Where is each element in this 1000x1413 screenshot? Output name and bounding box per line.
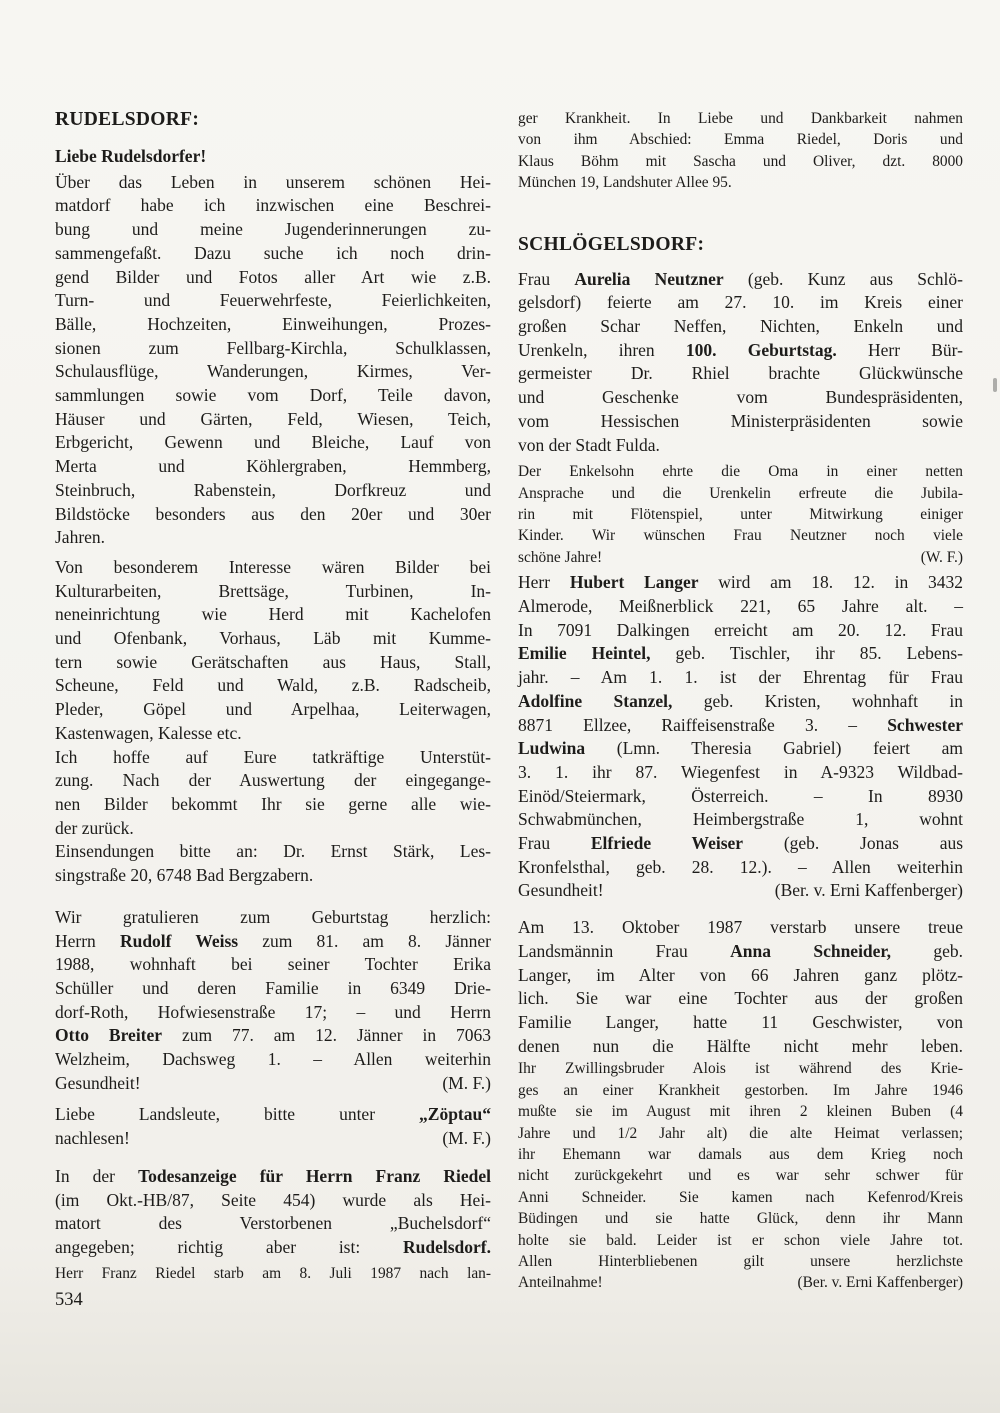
text-line: München 19, Landshuter Allee 95. <box>518 174 732 192</box>
text-line: Allen Hinterbliebenen gilt unsere herzlichste <box>518 1253 963 1270</box>
text-line: 1988, wohnhaft bei seiner Tochter Erika <box>55 954 491 975</box>
text-line: Erbgericht, Gewenn und Bleiche, Lauf von <box>55 432 491 453</box>
text-line <box>55 1165 491 1189</box>
text-line: germeister Dr. Rhiel brachte Glückwünsche <box>518 363 963 384</box>
paragraph <box>55 145 491 169</box>
bold-text: Rudolf Weiss <box>119 930 239 951</box>
paragraph <box>55 556 491 746</box>
text-line: (im Okt.-HB/87, Seite 454) wurde als Hei- <box>55 1189 491 1210</box>
text-line: Von besonderem Interesse wären Bilder bei <box>55 556 491 577</box>
text-line: Steinbruch, Rabenstein, Dorfkreuz und <box>55 479 491 500</box>
plain-text: geb. Tischler, ihr 85. Lebens- <box>650 643 963 664</box>
paragraph <box>55 746 491 841</box>
plain-text: Frau <box>518 268 575 289</box>
text-line: Kastenwagen, Kalesse etc. <box>55 722 242 743</box>
text-line: rin mit Flötenspiel, unter Mitwirkung einiger <box>518 506 963 524</box>
text-line <box>55 1072 491 1096</box>
plain-text: (geb. Kunz aus Schlö- <box>723 268 963 289</box>
bold-text: Ludwina <box>518 738 586 759</box>
plain-text: geb. Kristen, wohnhaft in <box>672 690 963 711</box>
text-line: Almerode, Meißnerblick 221, 65 Jahre alt. – <box>518 595 963 616</box>
text-line: Ansprache und die Urenkelin erfreute die Jubila- <box>518 484 963 502</box>
text-line: tern sowie Gerätschaften aus Haus, Stall, <box>55 651 491 672</box>
text-line: Ich hoffe auf Eure tatkräftige Unterstüt- <box>55 746 491 767</box>
text-line: singstraße 20, 6748 Bad Bergzabern. <box>55 865 314 886</box>
text-line: nicht zurückgekehrt und es war sehr schwer für <box>518 1167 963 1185</box>
paragraph <box>55 171 491 550</box>
paragraph <box>518 571 963 903</box>
section-heading: SCHLÖGELSDORF: <box>518 233 705 255</box>
text-line: ger Krankheit. In Liebe und Dankbarkeit nahmen <box>518 110 963 127</box>
plain-text: (geb. Jonas aus <box>743 833 964 854</box>
text-line: denen nun die Hälfte nicht mehr leben. <box>518 1035 963 1056</box>
line-text-right: (M. F.) <box>442 1128 491 1149</box>
text-line: Bälle, Hochzeiten, Einweihungen, Prozes- <box>55 313 491 334</box>
text-line: Schwabmünchen, Heimbergstraße 1, wohnt <box>518 809 963 830</box>
bold-text: Todesanzeige für Herrn Franz Riedel <box>138 1165 491 1186</box>
plain-text: zum 81. am 8. Jänner <box>238 930 491 951</box>
text-line: lich. Sie war eine Tochter aus der großen <box>518 988 963 1009</box>
text-line: Wir gratulieren zum Geburtstag herzlich: <box>55 906 491 927</box>
text-line: Kronfelsthal, geb. 28. 12.). – Allen weiterhin <box>518 856 963 877</box>
text-line <box>518 1272 963 1293</box>
paragraph <box>518 108 963 194</box>
text-line: und Ofenbank, Vorhaus, Läb mit Kumme- <box>55 628 491 649</box>
text-line: Klaus Böhm mit Sascha und Oliver, dzt. 8000 <box>518 152 963 170</box>
text-line: Häuser und Gärten, Feld, Wiesen, Teich, <box>55 408 491 429</box>
text-line <box>55 1103 491 1127</box>
line-text-right: (Ber. v. Erni Kaffenberger) <box>774 880 963 901</box>
text-line <box>518 642 963 666</box>
plain-text: In der <box>55 1165 139 1186</box>
bold-text: Adolfine Stanzel, <box>518 690 673 711</box>
text-line: Schüller und deren Familie in 6349 Drie- <box>55 977 491 998</box>
plain-text: Liebe Landsleute, bitte unter <box>55 1104 420 1125</box>
text-line <box>518 940 963 964</box>
bold-text: Rudelsdorf. <box>403 1236 491 1257</box>
bold-text: Emilie Heintel, <box>518 643 651 664</box>
line-text-left: Gesundheit! <box>518 880 604 901</box>
text-line <box>55 930 491 954</box>
text-line <box>518 339 963 363</box>
bold-text: 100. Geburtstag. <box>685 339 837 360</box>
text-line: Am 13. Oktober 1987 verstarb unsere treue <box>518 917 963 938</box>
text-line: vom Hessischen Ministerpräsidenten sowie <box>518 410 963 431</box>
paragraph <box>518 268 963 458</box>
text-line: Der Enkelsohn ehrte die Oma in einer netten <box>518 463 963 481</box>
text-line: von der Stadt Fulda. <box>518 434 660 455</box>
text-line: Bildstöcke besonders aus den 20er und 30er <box>55 503 491 524</box>
paragraph <box>55 1103 491 1150</box>
text-line: Über das Leben in unserem schönen Hei- <box>55 171 491 192</box>
line-text-left: nachlesen! <box>55 1128 130 1149</box>
text-line: nen Bilder bekommt Ihr sie gerne alle wie- <box>55 793 491 814</box>
bold-text: Anna Schneider, <box>730 940 891 961</box>
text-line <box>518 690 963 714</box>
text-line: Einöd/Steiermark, Österreich. – In 8930 <box>518 785 963 806</box>
line-text-left: Anteilnahme! <box>518 1274 603 1292</box>
text-line <box>518 268 963 292</box>
text-line: Büdingen und sie hatte Glück, denn ihr Mann <box>518 1210 963 1228</box>
bold-text: Otto Breiter <box>55 1025 163 1046</box>
text-line <box>518 832 963 856</box>
right-column <box>518 108 963 1294</box>
line-text-left: schöne Jahre! <box>518 548 603 566</box>
text-line: gelsdorf) feierte am 27. 10. im Kreis einer <box>518 292 963 313</box>
plain-text: Herr Bür- <box>836 339 963 360</box>
plain-text: 8871 Ellzee, Raiffeisenstraße 3. – <box>518 714 888 735</box>
bold-text: Elfriede Weiser <box>590 833 744 854</box>
bold-text: „Zöptau“ <box>419 1104 491 1125</box>
text-line: gend Bilder und Fotos aller Art wie z.B. <box>55 266 491 287</box>
text-line: sammengefaßt. Dazu suche ich noch drin- <box>55 242 491 263</box>
plain-text: wird am 18. 12. in 3432 <box>698 572 963 593</box>
paragraph <box>518 916 963 1058</box>
text-line: Merta und Köhlergraben, Hemmberg, <box>55 456 491 477</box>
text-line <box>518 714 963 738</box>
text-line: holte sie bald. Leider ist er schon viele Jahre tot. <box>518 1231 963 1249</box>
text-line: Kinder. Wir wünschen Frau Neutzner noch viele <box>518 527 963 545</box>
bold-text: Hubert Langer <box>569 572 699 593</box>
plain-text: angegeben; richtig aber ist: <box>55 1236 403 1257</box>
text-line: Anni Schneider. Sie kamen nach Kefenrod/Kreis <box>518 1188 963 1206</box>
plain-text: Herrn <box>55 930 120 951</box>
bold-text: Schwester <box>887 714 963 735</box>
text-line: sionen zum Fellbarg-Kirchla, Schulklassen, <box>55 337 491 358</box>
text-line: Welzheim, Dachsweg 1. – Allen weiterhin <box>55 1049 491 1070</box>
text-line: Herr Franz Riedel starb am 8. Juli 1987 nach lan- <box>55 1264 491 1282</box>
paragraph <box>55 1263 491 1284</box>
text-line: und Geschenke vom Bundespräsidenten, <box>518 387 963 408</box>
text-line: 3. 1. ihr 87. Wiegenfest in A-9323 Wildbad- <box>518 761 963 782</box>
line-text-left: Gesundheit! <box>55 1072 141 1093</box>
paragraph <box>55 906 491 1096</box>
text-line: Schulausflüge, Wanderungen, Kirmes, Ver- <box>55 361 491 382</box>
plain-text: Landsmännin Frau <box>518 940 731 961</box>
text-line <box>55 1127 491 1151</box>
plain-text: zum 77. am 12. Jänner in 7063 <box>162 1025 491 1046</box>
left-column <box>55 108 491 1284</box>
text-line: ges an einer Krankheit gestorben. Im Jahre 1946 <box>518 1081 963 1099</box>
section-heading: RUDELSDORF: <box>55 109 200 130</box>
text-line: Familie Langer, hatte 11 Geschwister, von <box>518 1011 963 1032</box>
paragraph <box>518 461 963 568</box>
page-number: 534 <box>55 1290 83 1310</box>
line-text-right: (Ber. v. Erni Kaffenberger) <box>797 1274 963 1292</box>
text-line: sammlungen sowie vom Dorf, Teile davon, <box>55 385 491 406</box>
text-line: matdorf habe ich inzwischen eine Beschrei- <box>55 195 491 216</box>
text-line: ihr Ehemann war damals aus dem Krieg noch <box>518 1145 963 1163</box>
paragraph <box>518 1058 963 1293</box>
text-line: neneinrichtung wie Herd mit Kachelofen <box>55 604 491 625</box>
text-line: großen Schar Neffen, Nichten, Enkeln und <box>518 316 963 337</box>
text-line: Einsendungen bitte an: Dr. Ernst Stärk, Les- <box>55 841 491 862</box>
plain-text: geb. <box>890 940 964 961</box>
plain-text: Herr <box>518 572 570 593</box>
text-line <box>55 1236 491 1260</box>
text-line: von ihm Abschied: Emma Riedel, Doris und <box>518 131 963 149</box>
scan-artifact <box>993 378 997 392</box>
text-line: zung. Nach der Auswertung der eingegange- <box>55 770 491 791</box>
text-line: bung und meine Jugenderinnerungen zu- <box>55 219 491 240</box>
paragraph <box>55 840 491 887</box>
text-line <box>518 547 963 568</box>
text-line: Kulturarbeiten, Brettsäge, Turbinen, In- <box>55 580 491 601</box>
text-line <box>518 879 963 903</box>
paragraph <box>55 1165 491 1260</box>
plain-text: Urenkeln, ihren <box>518 339 686 360</box>
text-line <box>55 1024 491 1048</box>
text-line: der zurück. <box>55 817 134 838</box>
plain-text: Frau <box>518 833 591 854</box>
text-line: Jahren. <box>55 527 106 548</box>
text-line <box>518 571 963 595</box>
line-text-right: (M. F.) <box>442 1072 491 1093</box>
text-line: Pleder, Göpel und Arpelhaa, Leiterwagen, <box>55 699 491 720</box>
text-line: mußte sie im August mit ihren 2 kleinen Buben (4 <box>518 1103 963 1121</box>
text-line <box>518 737 963 761</box>
text-line: jahr. – Am 1. 1. ist der Ehrentag für Frau <box>518 667 963 688</box>
text-line: Scheune, Feld und Wald, z.B. Radscheib, <box>55 675 491 696</box>
text-line: matort des Verstorbenen „Buchelsdorf“ <box>55 1213 491 1234</box>
plain-text: (Lmn. Theresia Gabriel) feiert am <box>585 738 963 759</box>
text-line: Ihr Zwillingsbruder Alois ist während des Krie- <box>518 1060 963 1078</box>
text-line: Jahre und 1/2 Jahr alt) die alte Heimat verlassen; <box>518 1124 963 1142</box>
bold-text: Liebe Rudelsdorfer! <box>55 146 207 166</box>
text-line: Turn- und Feuerwehrfeste, Feierlichkeiten, <box>55 290 491 311</box>
bold-text: Aurelia Neutzner <box>574 268 724 289</box>
text-line: In 7091 Dalkingen erreicht am 20. 12. Frau <box>518 619 963 640</box>
text-line: dorf-Roth, Hofwiesenstraße 17; – und Herrn <box>55 1001 491 1022</box>
line-text-right: (W. F.) <box>920 548 963 566</box>
text-line: Langer, im Alter von 66 Jahren ganz plötz- <box>518 964 963 985</box>
text-line <box>55 145 491 169</box>
